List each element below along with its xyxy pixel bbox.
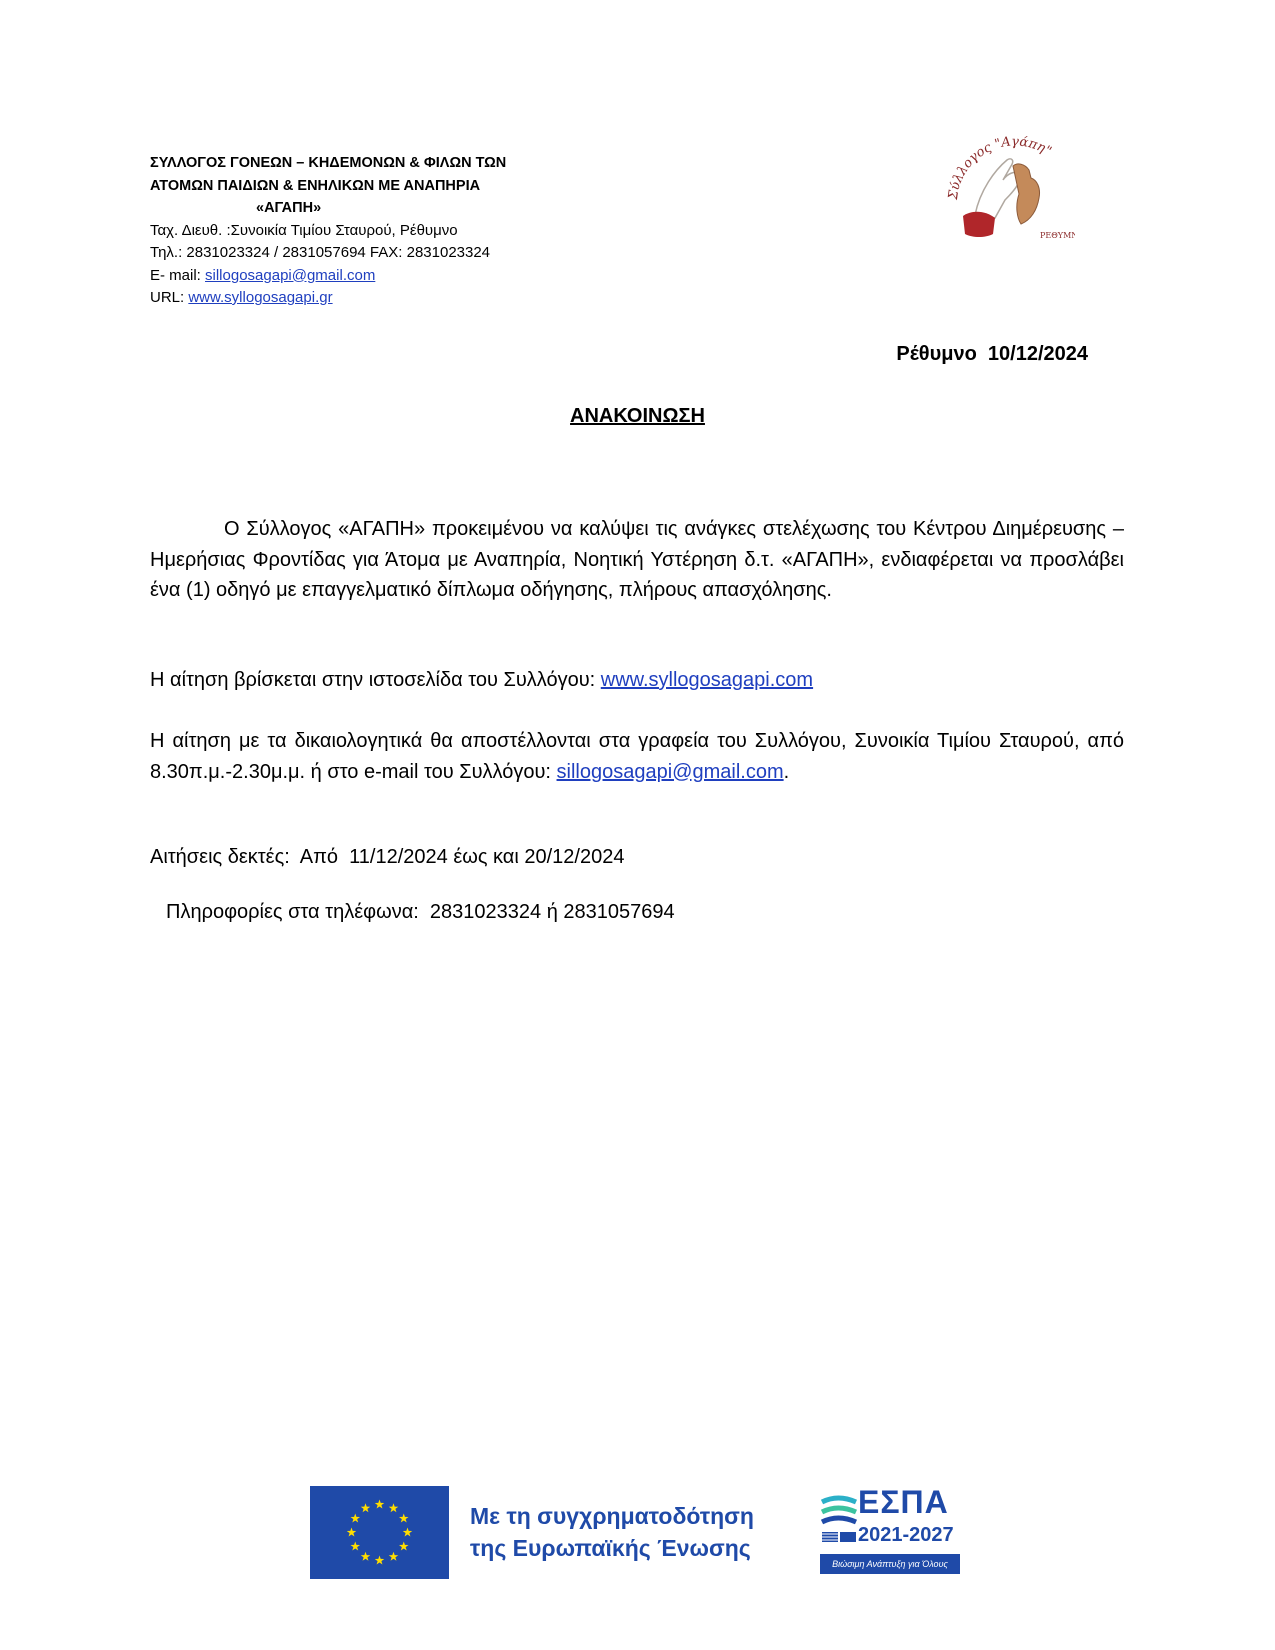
email-label: E- mail: — [150, 266, 206, 284]
eu-star-icon — [361, 1552, 371, 1561]
hands-logo-icon — [945, 130, 1075, 255]
eu-star-icon — [389, 1552, 399, 1561]
org-line-2: ΑΤΟΜΩΝ ΠΑΙΔΙΩΝ & ΕΝΗΛΙΚΩΝ ΜΕ ΑΝΑΠΗΡΙΑ — [150, 177, 481, 194]
eu-star-icon — [351, 1542, 361, 1551]
eu-star-icon — [375, 1500, 385, 1509]
eu-star-icon — [351, 1514, 361, 1523]
email-link[interactable]: sillogosagapi@gmail.com — [205, 266, 376, 284]
submission-text: Η αίτηση με τα δικαιολογητικά θα αποστέλλονται στα γραφεία του Συλλόγου, Συνοικία Τιμίου Σταυρού, από 8.30π.μ.-2.30μ.μ. ή στο e-mail του Συλλόγου: — [150, 730, 1124, 783]
espa-years: 2021-2027 — [858, 1524, 954, 1546]
espa-logo — [820, 1486, 970, 1581]
eu-star-icon — [361, 1503, 371, 1512]
eu-star-icon — [375, 1556, 385, 1565]
org-name: «ΑΓΑΠΗ» — [256, 200, 322, 216]
org-email-line — [150, 265, 580, 288]
espa-title: ΕΣΠΑ — [858, 1484, 949, 1520]
eu-star-icon — [347, 1528, 357, 1537]
submission-end: . — [783, 760, 790, 783]
eu-star-icon — [399, 1542, 409, 1551]
eu-flag-icon — [310, 1486, 449, 1579]
org-address: Ταχ. Διευθ. :Συνοικία Τιμίου Σταυρού, Ρέθυμνο — [150, 221, 458, 239]
page-title: ΑΝΑΚΟΙΝΩΣΗ — [570, 405, 705, 427]
body-paragraph-1: Ο Σύλλογος «ΑΓΑΠΗ» προκειμένου να καλύψει τις ανάγκες στελέχωσης του Κέντρου Διημέρευσης – Ημερήσιας Φροντίδας για Άτομα με Αναπηρία, Νοητική Υστέρηση δ.τ. «ΑΓΑΠΗ», ενδιαφέρεται να προσλάβει ένα (1) οδηγό με επαγγελματικό δίπλωμα οδήγησης, πλήρους απασχόλησης. — [150, 518, 1124, 601]
logo-arc-text: Σύλλογος "Αγάπη" — [945, 134, 1054, 201]
org-phones: Τηλ.: 2831023324 / 2831057694 FAX: 2831023324 — [150, 244, 491, 261]
website-link[interactable]: www.syllogosagapi.com — [600, 669, 814, 691]
cofund-line-2: της Ευρωπαϊκής Ένωσης — [470, 1535, 751, 1561]
eu-star-icon — [403, 1528, 413, 1537]
submission-email-link[interactable]: sillogosagapi@gmail.com — [556, 760, 784, 783]
funding-footer — [310, 1486, 970, 1581]
espa-slogan: Βιώσιμη Ανάπτυξη για Όλους — [820, 1554, 960, 1574]
url-label: URL: — [150, 289, 189, 306]
letter-date: Ρέθυμνο 10/12/2024 — [896, 343, 1088, 365]
cofunding-text — [470, 1500, 810, 1564]
logo-city: ΡΕΘΥΜΝ — [1040, 231, 1075, 240]
espa-waves-icon — [820, 1490, 860, 1550]
info-phones: Πληροφορίες στα τηλέφωνα: 2831023324 ή 2831057694 — [166, 901, 675, 923]
org-url-line — [150, 287, 580, 310]
url-link[interactable]: www.syllogosagapi.gr — [188, 289, 333, 306]
application-text: Η αίτηση βρίσκεται στην ιστοσελίδα του Συλλόγου: — [150, 669, 601, 691]
eu-star-icon — [389, 1503, 399, 1512]
letterhead — [150, 152, 580, 310]
eu-star-icon — [399, 1514, 409, 1523]
cofund-line-1: Με τη συγχρηματοδότηση — [470, 1503, 754, 1529]
body-paragraph-2 — [150, 665, 1124, 696]
applications-period: Αιτήσεις δεκτές: Από 11/12/2024 έως και 20/12/2024 — [150, 846, 625, 868]
body-paragraph-3 — [150, 726, 1124, 787]
org-line-1: ΣΥΛΛΟΓΟΣ ΓΟΝΕΩΝ – ΚΗΔΕΜΟΝΩΝ & ΦΙΛΩΝ ΤΩΝ — [150, 155, 507, 171]
